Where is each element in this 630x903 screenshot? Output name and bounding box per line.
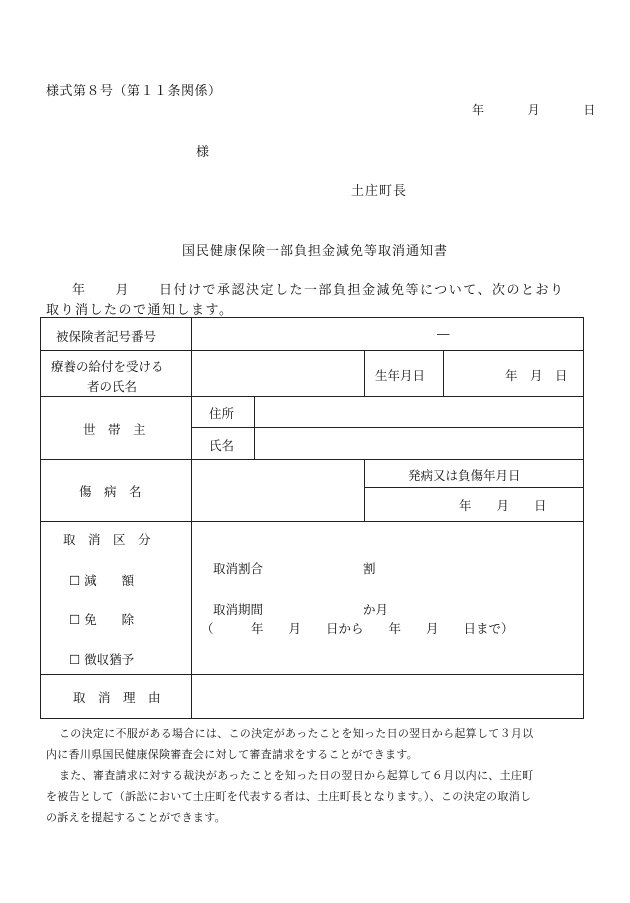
cancel-period-unit: か月 [363, 602, 389, 617]
form-number: 様式第８号（第１１条関係） [46, 84, 222, 99]
notes-line-4: を被告として（訴訟において土庄町を代表する者は、土庄町長となります。）、この決定の取消し [46, 790, 532, 803]
row-divider [41, 459, 583, 460]
notes-line-3: また、審査請求に対する裁決があったことを知った日の翌日から起算して６月以内に、土庄町 [59, 769, 534, 782]
onset-date-value: 年 月 日 [459, 498, 547, 513]
row-divider [41, 521, 583, 522]
insured-number-value: ― [437, 326, 450, 341]
row-divider [364, 487, 583, 488]
addressee-suffix: 様 [196, 145, 210, 160]
issue-date [472, 101, 595, 118]
notes-line-2: 内に香川県国民健康保険審査会に対して審査請求をすることができます。 [46, 748, 419, 761]
birth-date-value: 年 月 日 [505, 368, 568, 383]
cancel-category-label: 取 消 区 分 [63, 532, 151, 547]
intro-line-1: 年 月 日付けで承認決定した一部負担金減免等について、次のとおり [72, 283, 565, 298]
appeal-notes [46, 723, 594, 828]
insured-number-label: 被保険者記号番号 [56, 329, 157, 344]
row-divider [41, 350, 583, 351]
intro-line-2: 取り消したので通知します。 [46, 303, 234, 318]
column-divider [364, 350, 365, 396]
date-month: 月 [527, 103, 540, 117]
option-exemption: ☐ 免 除 [69, 612, 135, 627]
date-day: 日 [583, 103, 596, 117]
name-label: 氏名 [209, 438, 235, 453]
cancel-reason-label: 取 消 理 由 [73, 690, 161, 705]
householder-label: 世 帯 主 [83, 422, 146, 437]
row-divider [41, 396, 583, 397]
cancel-ratio-unit: 割 [363, 561, 376, 576]
notes-line-1: この決定に不服がある場合には、この決定があったことを知った日の翌日から起算して３月以 [59, 727, 534, 740]
column-divider [364, 459, 365, 521]
cancellation-table [40, 317, 584, 719]
issuer-name: 土庄町長 [351, 184, 408, 199]
onset-date-label: 発病又は負傷年月日 [408, 468, 521, 483]
column-divider [254, 396, 255, 459]
row-divider [41, 674, 583, 675]
row-divider [191, 427, 583, 428]
address-label: 住所 [209, 406, 235, 421]
document-title: 国民健康保険一部負担金減免等取消通知書 [181, 244, 448, 259]
option-reduction: ☐ 減 額 [69, 573, 135, 588]
column-divider [191, 318, 192, 718]
column-divider [443, 350, 444, 396]
cancel-ratio-label: 取消割合 [213, 561, 264, 576]
cancel-period-range: （ 年 月 日から 年 月 日まで） [201, 621, 514, 636]
disease-name-label: 傷 病 名 [79, 484, 142, 499]
notes-line-5: の訴えを提起することができます。 [46, 811, 226, 824]
date-year: 年 [472, 103, 485, 117]
cancel-period-label: 取消期間 [213, 602, 264, 617]
recipient-label-line-1: 療養の給付を受ける [51, 359, 164, 374]
recipient-label-line-2: 者の氏名 [87, 379, 138, 394]
option-deferment: ☐ 徴収猶予 [69, 652, 135, 667]
birth-date-label: 生年月日 [375, 368, 426, 383]
